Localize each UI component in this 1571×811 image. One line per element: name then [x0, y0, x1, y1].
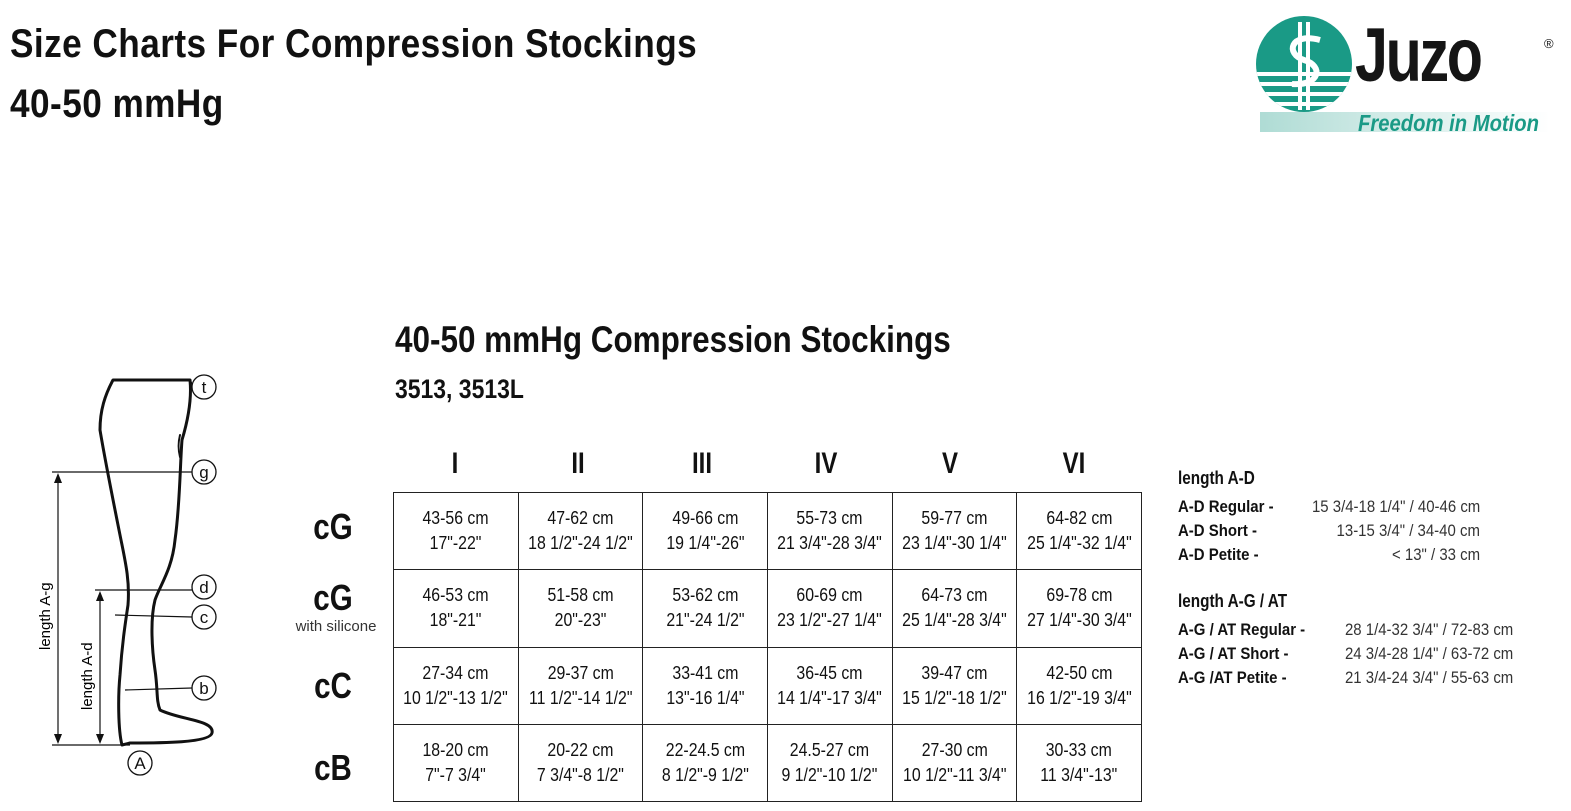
- length-ag-petite-label: A-G /AT Petite -: [1178, 668, 1287, 687]
- table-cell: 49-66 cm 19 1/4"-26": [643, 493, 768, 570]
- leg-measurement-diagram: [30, 365, 260, 785]
- table-cell: 46-53 cm 18"-21": [394, 570, 519, 647]
- table-cell: 27-30 cm 10 1/2"-11 3/4": [892, 724, 1017, 801]
- table-cell: 64-82 cm 25 1/4"-32 1/4": [1017, 493, 1142, 570]
- table-cell: 24.5-27 cm 9 1/2"-10 1/2": [767, 724, 892, 801]
- length-ad-regular-label: A-D Regular -: [1178, 497, 1274, 516]
- length-ad-short-label: A-D Short -: [1178, 521, 1257, 540]
- point-label-g: g: [199, 463, 209, 482]
- table-cell: 69-78 cm 27 1/4"-30 3/4": [1017, 570, 1142, 647]
- length-ad-title: length A-D: [1178, 468, 1255, 488]
- row-header-cC: cC: [314, 665, 352, 706]
- size-table: [393, 492, 1142, 802]
- table-row: [394, 570, 1142, 647]
- length-ad-regular-value: 15 3/4-18 1/4" / 40-46 cm: [1311, 497, 1480, 516]
- length-ag-regular-label: A-G / AT Regular -: [1178, 620, 1306, 639]
- row-header-cB: cB: [314, 747, 352, 788]
- point-label-c: c: [199, 608, 209, 627]
- row-header-cG: cG: [313, 506, 353, 547]
- table-cell: 60-69 cm 23 1/2"-27 1/4": [767, 570, 892, 647]
- leg-inner-line: [179, 435, 181, 457]
- column-header-V: V: [941, 447, 958, 480]
- table-cell: 30-33 cm 11 3/4"-13": [1017, 724, 1142, 801]
- table-row: [394, 724, 1142, 801]
- table-cell: 42-50 cm 16 1/2"-19 3/4": [1017, 647, 1142, 724]
- line-b: [125, 688, 192, 690]
- table-cell: 55-73 cm 21 3/4"-28 3/4": [767, 493, 892, 570]
- table-cell: 36-45 cm 14 1/4"-17 3/4": [767, 647, 892, 724]
- logo-tagline: Freedom in Motion: [1358, 110, 1540, 136]
- table-cell: 33-41 cm 13"-16 1/4": [643, 647, 768, 724]
- table-cell: 51-58 cm 20"-23": [518, 570, 643, 647]
- point-label-b: b: [199, 679, 209, 698]
- section-title: 40-50 mmHg Compression Stockings: [395, 319, 951, 360]
- length-ag-label: length A-g: [37, 582, 54, 650]
- length-ag-short-value: 24 3/4-28 1/4" / 63-72 cm: [1344, 644, 1513, 663]
- table-cell: 47-62 cm 18 1/2"-24 1/2": [518, 493, 643, 570]
- table-cell: 18-20 cm 7"-7 3/4": [394, 724, 519, 801]
- table-row: [394, 647, 1142, 724]
- registered-mark: ®: [1544, 36, 1554, 51]
- length-ad-short-value: 13-15 3/4" / 34-40 cm: [1336, 521, 1480, 540]
- table-cell: 27-34 cm 10 1/2"-13 1/2": [394, 647, 519, 724]
- page-title: Size Charts For Compression Stockings: [10, 22, 698, 66]
- row-subheader-with-silicone: with silicone: [295, 618, 377, 635]
- table-cell: 29-37 cm 11 1/2"-14 1/2": [518, 647, 643, 724]
- length-ad-petite-label: A-D Petite -: [1178, 545, 1259, 564]
- length-ag-short-label: A-G / AT Short -: [1178, 644, 1289, 663]
- table-cell: 39-47 cm 15 1/2"-18 1/2": [892, 647, 1017, 724]
- table-cell: 43-56 cm 17"-22": [394, 493, 519, 570]
- column-header-IV: IV: [814, 447, 838, 480]
- point-label-t: t: [201, 378, 207, 397]
- table-cell: 22-24.5 cm 8 1/2"-9 1/2": [643, 724, 768, 801]
- column-header-II: II: [571, 447, 585, 480]
- column-header-III: III: [691, 447, 712, 480]
- page-subtitle: 40-50 mmHg: [10, 82, 224, 126]
- column-header-VI: VI: [1062, 447, 1086, 480]
- row-header-cG-silicone: cG: [313, 577, 353, 618]
- table-cell: 53-62 cm 21"-24 1/2": [643, 570, 768, 647]
- length-ag-regular-value: 28 1/4-32 3/4" / 72-83 cm: [1344, 620, 1513, 639]
- length-ad-petite-value: < 13" / 33 cm: [1391, 545, 1480, 564]
- length-ag-petite-value: 21 3/4-24 3/4" / 55-63 cm: [1344, 668, 1513, 687]
- table-row: [394, 493, 1142, 570]
- logo-wordmark: Juzo: [1355, 13, 1481, 98]
- table-cell: 64-73 cm 25 1/4"-28 3/4": [892, 570, 1017, 647]
- length-ag-title: length A-G / AT: [1178, 591, 1288, 611]
- table-cell: 20-22 cm 7 3/4"-8 1/2": [518, 724, 643, 801]
- model-numbers: 3513, 3513L: [395, 374, 524, 404]
- column-header-I: I: [451, 447, 459, 480]
- length-ad-label: length A-d: [79, 642, 96, 710]
- point-label-A: A: [134, 754, 146, 773]
- table-cell: 59-77 cm 23 1/4"-30 1/4": [892, 493, 1017, 570]
- point-label-d: d: [199, 578, 209, 597]
